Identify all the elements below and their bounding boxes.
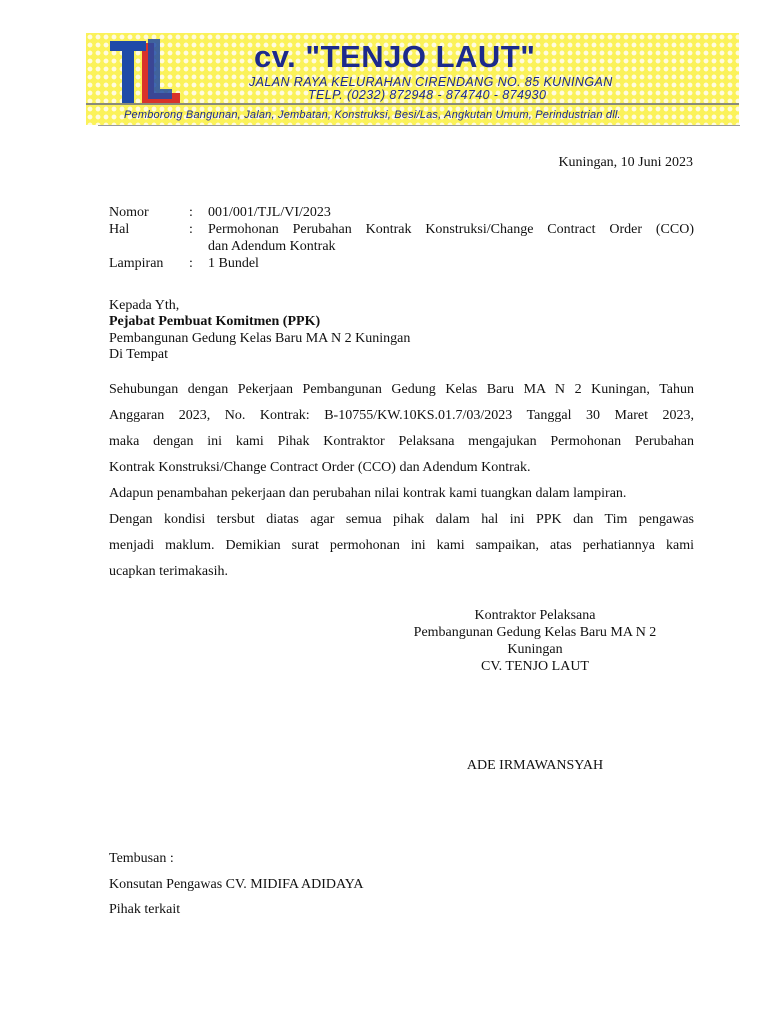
body-line: menjadi maklum. Demikian surat permohonan ini kami sampaikan, atas perhatiannya kami bbox=[109, 538, 694, 553]
recipient-greeting: Kepada Yth, bbox=[109, 298, 180, 313]
cc-label: Tembusan : bbox=[109, 851, 174, 866]
cc-item: Pihak terkait bbox=[109, 902, 181, 917]
body-line: Kontrak Konstruksi/Change Contract Order (CCO) dan Adendum Kontrak. bbox=[109, 460, 531, 475]
hal-colon: : bbox=[189, 222, 193, 237]
signer-name: ADE IRMAWANSYAH bbox=[466, 758, 604, 773]
header-rule bbox=[98, 125, 740, 126]
nomor-colon: : bbox=[189, 205, 193, 220]
signature-company: CV. TENJO LAUT bbox=[481, 659, 589, 674]
signature-project-line1: Pembangunan Gedung Kelas Baru MA N 2 bbox=[413, 625, 657, 640]
tl-logo-icon bbox=[108, 39, 180, 107]
company-name: cv. "TENJO LAUT" bbox=[254, 39, 536, 74]
letterhead bbox=[86, 33, 739, 125]
body-line: ucapkan terimakasih. bbox=[109, 564, 228, 579]
hal-label: Hal bbox=[109, 222, 130, 237]
hal-value-line2: dan Adendum Kontrak bbox=[208, 239, 336, 254]
body-line: Sehubungan dengan Pekerjaan Pembangunan Gedung Kelas Baru MA N 2 Kuningan, Tahun bbox=[109, 382, 694, 397]
lampiran-label: Lampiran bbox=[109, 256, 164, 271]
recipient-project: Pembangunan Gedung Kelas Baru MA N 2 Kuningan bbox=[109, 331, 411, 346]
body-line: Anggaran 2023, No. Kontrak: B-10755/KW.10KS.01.7/03/2023 Tanggal 30 Maret 2023, bbox=[109, 408, 694, 423]
signature-role: Kontraktor Pelaksana bbox=[474, 608, 596, 623]
letter-date: Kuningan, 10 Juni 2023 bbox=[558, 155, 693, 170]
letterhead-divider bbox=[86, 103, 739, 105]
body-line: maka dengan ini kami Pihak Kontraktor Pelaksana mengajukan Permohonan Perubahan bbox=[109, 434, 694, 449]
company-tagline: Pemborong Bangunan, Jalan, Jembatan, Konstruksi, Besi/Las, Angkutan Umum, Perindustrian dll. bbox=[124, 109, 621, 121]
company-phone: TELP. (0232) 872948 - 874740 - 874930 bbox=[308, 88, 547, 102]
hal-value-line1: Permohonan Perubahan Kontrak Konstruksi/Change Contract Order (CCO) bbox=[208, 222, 694, 237]
signature-project-line2: Kuningan bbox=[507, 642, 563, 657]
recipient-title: Pejabat Pembuat Komitmen (PPK) bbox=[109, 314, 321, 329]
nomor-label: Nomor bbox=[109, 205, 149, 220]
recipient-location: Di Tempat bbox=[109, 347, 169, 362]
company-address: JALAN RAYA KELURAHAN CIRENDANG NO. 85 KUNINGAN bbox=[249, 75, 613, 89]
nomor-value: 001/001/TJL/VI/2023 bbox=[208, 205, 331, 220]
body-paragraph-1 bbox=[109, 377, 694, 585]
cc-item: Konsutan Pengawas CV. MIDIFA ADIDAYA bbox=[109, 877, 364, 892]
body-line: Dengan kondisi tersbut diatas agar semua pihak dalam hal ini PPK dan Tim pengawas bbox=[109, 512, 694, 527]
body-paragraph-2: Adapun penambahan pekerjaan dan perubahan nilai kontrak kami tuangkan dalam lampiran. bbox=[109, 486, 627, 501]
lampiran-value: 1 Bundel bbox=[208, 256, 259, 271]
lampiran-colon: : bbox=[189, 256, 193, 271]
